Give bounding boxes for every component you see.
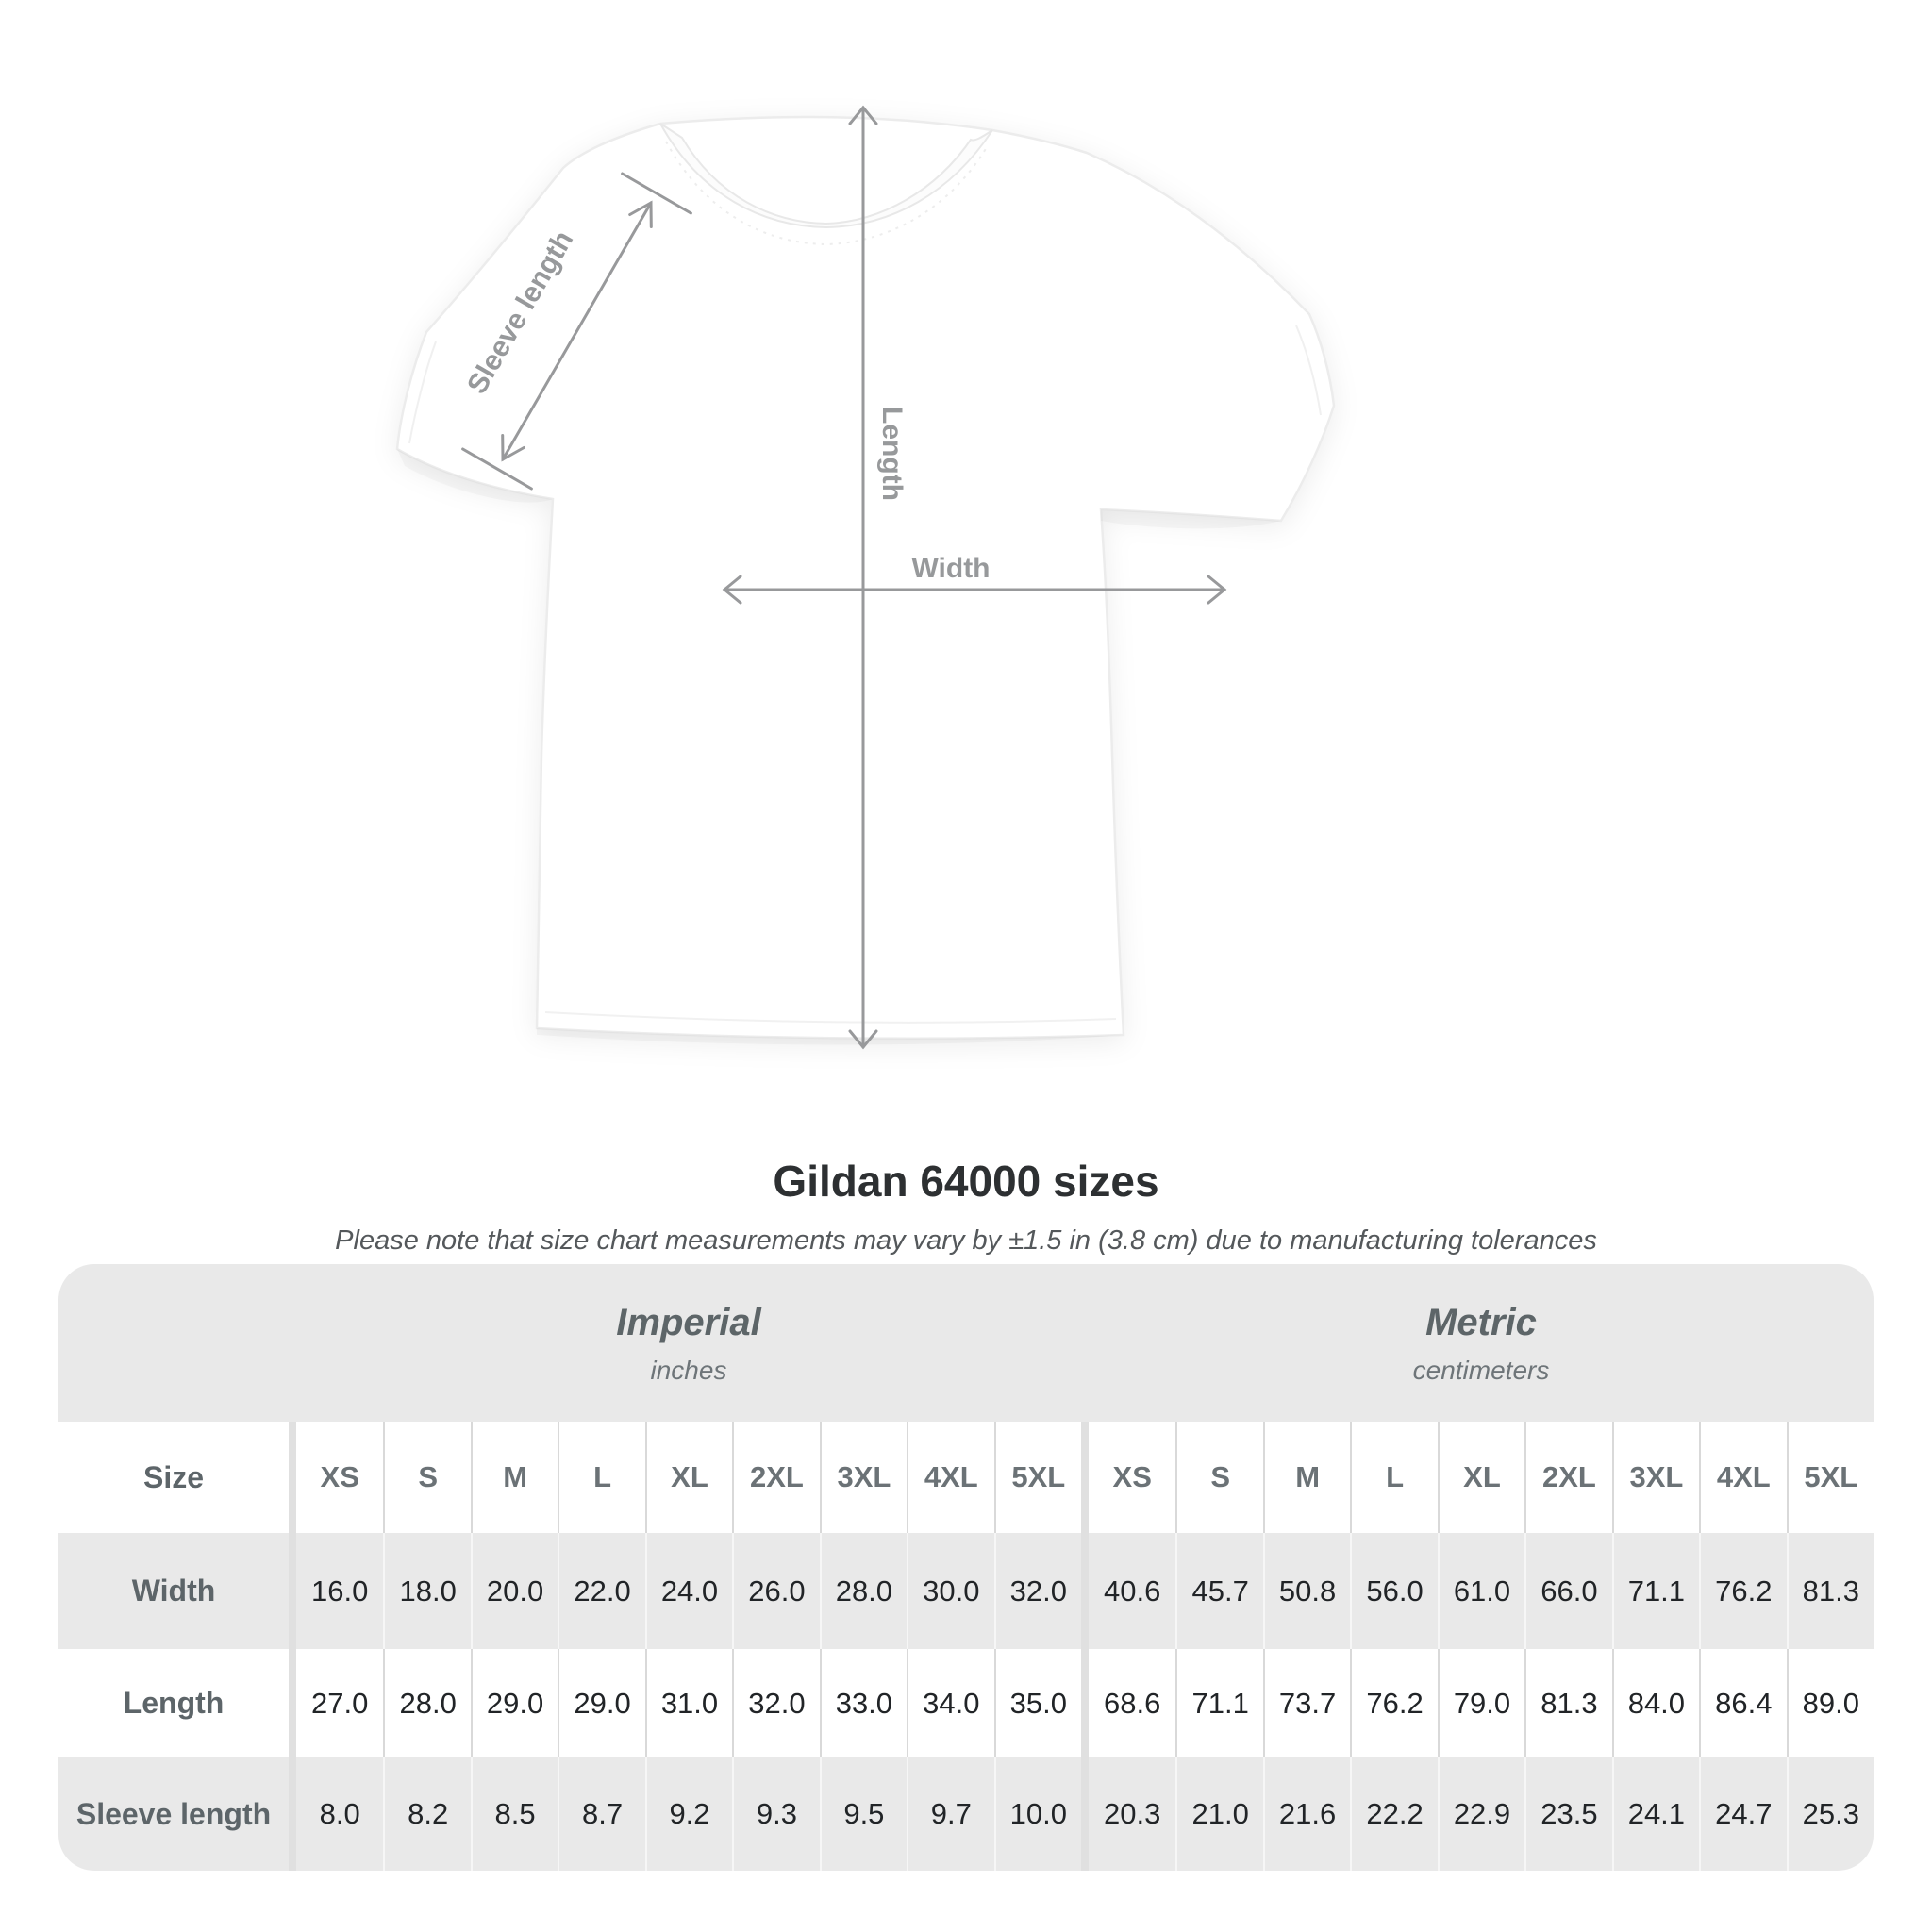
value-cell: 81.3: [1524, 1649, 1611, 1757]
value-cell: 84.0: [1612, 1649, 1699, 1757]
value-cell: 9.3: [732, 1757, 819, 1871]
value-cell: 9.5: [820, 1757, 907, 1871]
value-cell: 21.6: [1263, 1757, 1350, 1871]
value-cell: 8.0: [319, 1797, 360, 1830]
value-cell: 81.3: [1787, 1533, 1874, 1649]
value-cell: 8.5: [471, 1757, 558, 1871]
size-header-cell: M: [1263, 1422, 1350, 1533]
size-column-divider: [289, 1422, 296, 1871]
value-cell: 22.9: [1438, 1757, 1524, 1871]
size-header-cell: L: [558, 1422, 644, 1533]
value-cell: 18.0: [383, 1533, 470, 1649]
value-cell: 24.0: [645, 1533, 732, 1649]
size-header-cell: 3XL: [820, 1422, 907, 1533]
size-header-cell: XS: [320, 1460, 359, 1493]
size-header-cell: S: [383, 1422, 470, 1533]
metric-group-unit: centimeters: [1412, 1356, 1550, 1385]
size-header-cell: 5XL: [994, 1422, 1081, 1533]
value-cell: 35.0: [994, 1649, 1081, 1757]
value-cell: 30.0: [907, 1533, 993, 1649]
value-cell: 22.0: [558, 1533, 644, 1649]
imperial-group-header: [296, 1264, 1081, 1422]
size-header-cell: L: [1350, 1422, 1437, 1533]
value-cell: 71.1: [1175, 1649, 1262, 1757]
value-cell: 79.0: [1438, 1649, 1524, 1757]
size-header-cell: M: [471, 1422, 558, 1533]
value-cell: 32.0: [994, 1533, 1081, 1649]
value-cell: 24.7: [1699, 1757, 1786, 1871]
value-cell: 73.7: [1263, 1649, 1350, 1757]
value-cell: 22.2: [1350, 1757, 1437, 1871]
imperial-group-title: Imperial: [616, 1302, 761, 1343]
value-cell: 20.0: [471, 1533, 558, 1649]
value-cell: 31.0: [645, 1649, 732, 1757]
value-cell: 28.0: [820, 1533, 907, 1649]
metric-group-title: Metric: [1425, 1302, 1537, 1343]
value-cell: 16.0: [311, 1574, 369, 1607]
metric-group-header: [1089, 1264, 1874, 1422]
value-cell: 10.0: [994, 1757, 1081, 1871]
value-cell: 66.0: [1524, 1533, 1611, 1649]
value-cell: 68.6: [1104, 1686, 1161, 1720]
size-table: [58, 1264, 1874, 1871]
value-cell: 8.7: [558, 1757, 644, 1871]
value-cell: 34.0: [907, 1649, 993, 1757]
width-label: Width: [911, 553, 991, 584]
value-cell: 9.7: [907, 1757, 993, 1871]
value-cell: 86.4: [1699, 1649, 1786, 1757]
value-cell: 40.6: [1104, 1574, 1161, 1607]
value-cell: 29.0: [471, 1649, 558, 1757]
size-header-cell: XL: [645, 1422, 732, 1533]
value-cell: 24.1: [1612, 1757, 1699, 1871]
value-cell: 45.7: [1175, 1533, 1262, 1649]
value-cell: 21.0: [1175, 1757, 1262, 1871]
value-cell: 71.1: [1612, 1533, 1699, 1649]
value-cell: 23.5: [1524, 1757, 1611, 1871]
size-header-cell: S: [1175, 1422, 1262, 1533]
value-cell: 8.2: [383, 1757, 470, 1871]
value-cell: 76.2: [1350, 1649, 1437, 1757]
size-header-cell: 4XL: [907, 1422, 993, 1533]
imperial-group-unit: inches: [650, 1356, 727, 1385]
value-cell: 61.0: [1438, 1533, 1524, 1649]
length-row-label: Length: [123, 1686, 225, 1720]
value-cell: 76.2: [1699, 1533, 1786, 1649]
size-row-label: Size: [142, 1459, 205, 1494]
value-cell: 32.0: [732, 1649, 819, 1757]
value-cell: 26.0: [732, 1533, 819, 1649]
value-cell: 33.0: [820, 1649, 907, 1757]
length-label: Length: [876, 407, 908, 501]
width-row-label: Width: [131, 1574, 216, 1607]
imperial-metric-divider: [1081, 1422, 1089, 1871]
value-cell: 27.0: [311, 1686, 369, 1720]
size-header-cell: 2XL: [732, 1422, 819, 1533]
sleeve-length-label: Sleeve length: [461, 225, 580, 400]
value-cell: 9.2: [645, 1757, 732, 1871]
page-title: Gildan 64000 sizes: [773, 1157, 1159, 1206]
value-cell: 20.3: [1104, 1797, 1161, 1830]
size-header-cell: 2XL: [1524, 1422, 1611, 1533]
value-cell: 50.8: [1263, 1533, 1350, 1649]
sleeve-row-label: Sleeve length: [75, 1796, 272, 1831]
size-header-cell: 3XL: [1612, 1422, 1699, 1533]
tolerance-note: Please note that size chart measurements may vary by ±1.5 in (3.8 cm) due to manufacturing tolerances: [335, 1225, 1597, 1256]
size-header-cell: XL: [1438, 1422, 1524, 1533]
size-header-cell: 5XL: [1787, 1422, 1874, 1533]
value-cell: 89.0: [1787, 1649, 1874, 1757]
value-cell: 28.0: [383, 1649, 470, 1757]
size-header-cell: 4XL: [1699, 1422, 1786, 1533]
value-cell: 29.0: [558, 1649, 644, 1757]
size-header-cell: XS: [1112, 1460, 1152, 1493]
value-cell: 56.0: [1350, 1533, 1437, 1649]
value-cell: 25.3: [1787, 1757, 1874, 1871]
